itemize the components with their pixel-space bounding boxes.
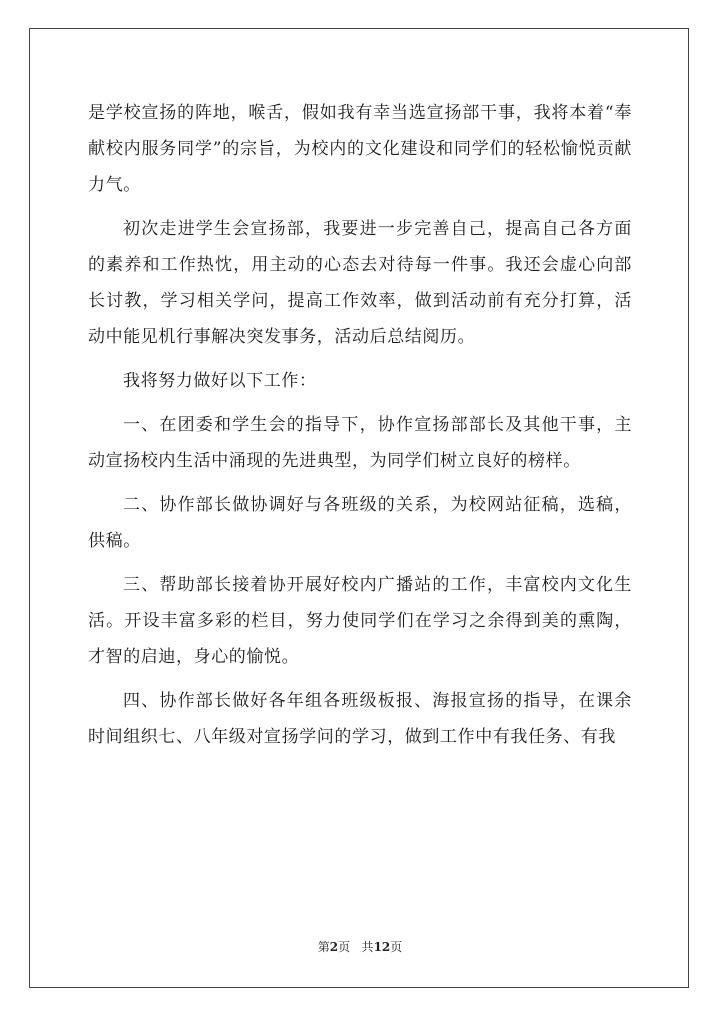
page-current-number: 2 — [329, 940, 339, 954]
page-suffix: 页 — [338, 940, 351, 954]
page-total-number: 12 — [373, 940, 391, 954]
page-prefix: 第 — [317, 940, 330, 954]
paragraph-continuation: 是学校宣扬的阵地，喉舌，假如我有幸当选宣扬部干事，我将本着“奉献校内服务同学”的宗旨，为校内的文化建设和同学们的轻松愉悦贡献力气。 — [88, 103, 632, 195]
total-prefix: 共 — [361, 940, 374, 954]
paragraph-list-item-4: 四、协作部长做好各年组各班级板报、海报宣扬的指导，在课余时间组织七、八年级对宣扬学问的学习，做到工作中有我任务、有我 — [88, 691, 632, 747]
paragraph-list-item-1: 一、在团委和学生会的指导下，协作宣扬部部长及其他干事，主动宣扬校内生活中涌现的先进典型，为同学们树立良好的榜样。 — [88, 415, 632, 471]
paragraph: 初次走进学生会宣扬部，我要进一步完善自己，提高自己各方面的素养和工作热忱，用主动的心态去对待每一件事。我还会虚心向部长讨教，学习相关学问，提高工作效率，做到活动前有充分打算，活动中能见机行事解决突发事务，活动后总结阅历。 — [88, 219, 632, 347]
paragraph: 我将努力做好以下工作： — [123, 371, 317, 391]
paragraph-list-item-3: 三、帮助部长接着协开展好校内广播站的工作，丰富校内文化生活。开设丰富多彩的栏目，努力使同学们在学习之余得到美的熏陶，才智的启迪，身心的愉悦。 — [88, 575, 632, 667]
page-footer — [0, 938, 720, 955]
document-body — [88, 95, 632, 755]
paragraph-list-item-2: 二、协作部长做协调好与各班级的关系，为校网站征稿，选稿，供稿。 — [88, 495, 632, 551]
total-suffix: 页 — [390, 940, 403, 954]
